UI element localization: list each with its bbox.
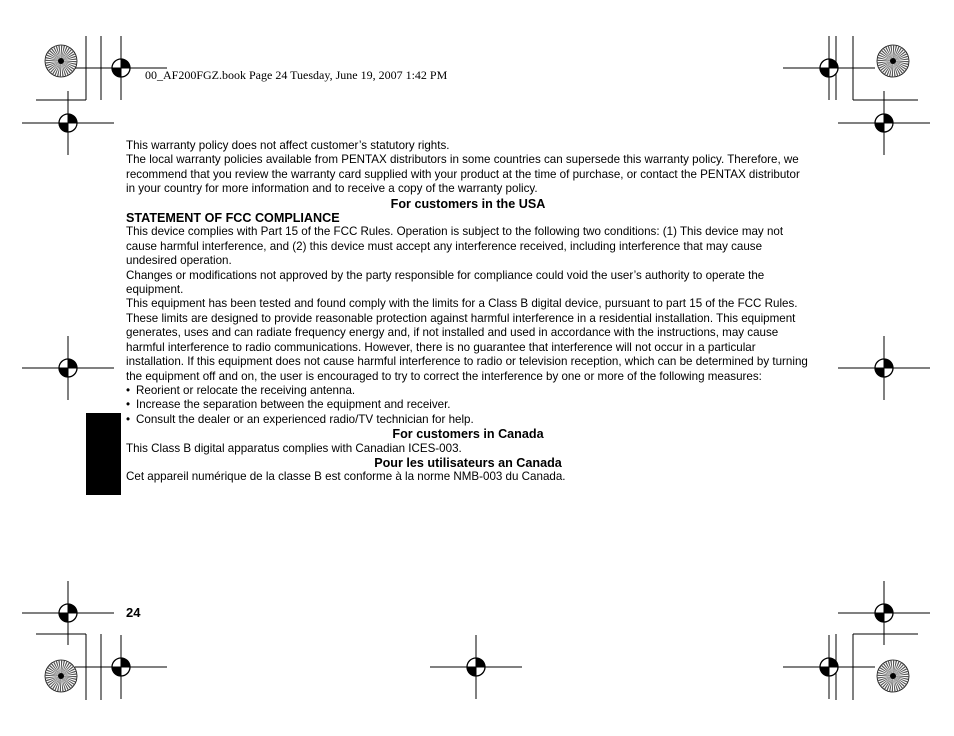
usa-heading: For customers in the USA (390, 196, 546, 211)
measure-item: • Consult the dealer or an experienced radio/TV technician for help. (126, 413, 810, 427)
canada-heading: For customers in Canada (392, 427, 544, 442)
registration-mark-icon (838, 91, 930, 155)
warranty-line: This warranty policy does not affect customer’s statutory rights. (126, 139, 450, 152)
page-content (126, 139, 810, 485)
registration-mark-icon (22, 581, 114, 645)
registration-mark-icon (75, 635, 167, 699)
fcc-paragraph: This equipment has been tested and found comply with the limits for a Class B digital device, pursuant to part 15 of the FCC Rules. These limits are designed to provide reasonable protection against harmful interference in a residential installation. This equipment generates, uses and can radiate frequency energy and, if not installed and used in accordance with the instructions, may cause harmful interference to radio communications. However, there is no guarantee that interference will not occur in a particular installation. If this equipment does not cause harmful interference to radio or television reception, which can be determined by turning the equipment off and on, the user is encouraged to try to correct the interference by one or more of the following measures: (126, 297, 808, 383)
registration-mark-icon (430, 635, 522, 699)
registration-mark-icon (783, 635, 875, 699)
canada-fr-heading: Pour les utilisateurs an Canada (374, 455, 562, 470)
registration-mark-icon (22, 336, 114, 400)
registration-mark-icon (838, 581, 930, 645)
fcc-statement-title: STATEMENT OF FCC COMPLIANCE (126, 211, 340, 226)
star-target-icon (877, 45, 909, 77)
registration-mark-icon (838, 336, 930, 400)
star-target-icon (45, 660, 77, 692)
canada-fr-text: Cet appareil numérique de la classe B est conforme à la norme NMB-003 du Canada. (126, 470, 566, 484)
star-target-icon (877, 660, 909, 692)
fcc-paragraph: This device complies with Part 15 of the FCC Rules. Operation is subject to the following two conditions: (1) This device may not cause harmful interference, and (2) this device must accept any interference received, including interference that may cause undesired operation. (126, 225, 784, 268)
measures-list (126, 384, 810, 427)
registration-mark-icon (783, 36, 875, 100)
language-tab-marker (86, 413, 121, 495)
book-header: 00_AF200FGZ.book Page 24 Tuesday, June 19, 2007 1:42 PM (145, 68, 448, 82)
warranty-line: The local warranty policies available from PENTAX distributors in some countries can supersede this warranty policy. Therefore, we recommend that you review the warranty card supplied with your product at the time of purchase, or contact the PENTAX distributor in your country for more information and to receive a copy of the warranty policy. (126, 153, 800, 196)
fcc-paragraph: Changes or modifications not approved by the party responsible for compliance could void the user’s authority to operate the equipment. (126, 268, 765, 297)
registration-mark-icon (22, 91, 114, 155)
star-target-icon (45, 45, 77, 77)
page-number: 24 (126, 605, 141, 620)
measure-item: • Increase the separation between the equipment and receiver. (126, 398, 810, 412)
measure-item: • Reorient or relocate the receiving antenna. (126, 384, 810, 398)
canada-text: This Class B digital apparatus complies with Canadian ICES-003. (126, 441, 462, 455)
